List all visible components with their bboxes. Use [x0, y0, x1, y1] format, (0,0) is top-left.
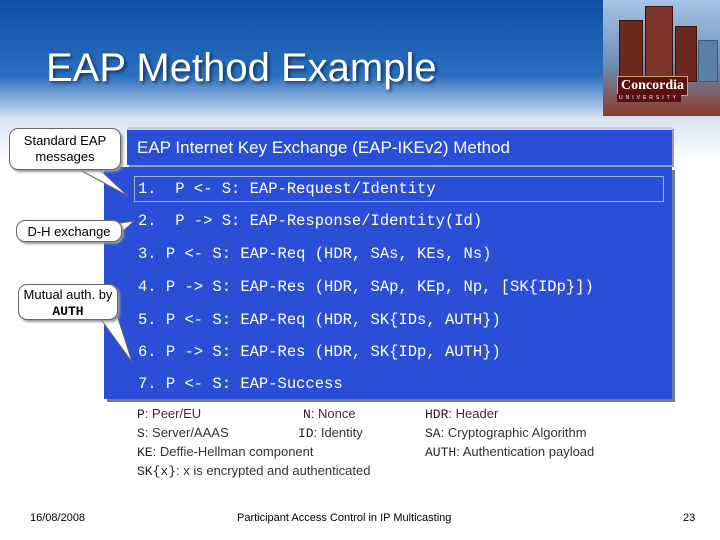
legend-text: : Header [448, 406, 499, 421]
legend-key: ID [298, 426, 314, 441]
step-2: 2. P -> S: EAP-Response/Identity(Id) [138, 212, 483, 230]
page-number: 23 [683, 512, 696, 524]
legend-nonce [303, 406, 356, 422]
legend-text: : Identity [313, 425, 363, 440]
legend-auth [425, 444, 594, 460]
legend-text: : Peer/EU [144, 406, 202, 421]
dh-exchange-callout [16, 220, 122, 242]
step-5: 5. P <- S: EAP-Req (HDR, SK{IDs, AUTH}) [138, 311, 501, 329]
legend-identity [298, 425, 363, 441]
legend-sk [137, 463, 370, 479]
step-3: 3. P <- S: EAP-Req (HDR, SAs, KEs, Ns) [138, 245, 492, 263]
legend-text: : Nonce [310, 406, 356, 421]
footer-date: 16/08/2008 [30, 512, 86, 524]
legend-key: P [137, 407, 145, 422]
logo-subtext: UNIVERSITY [619, 95, 680, 101]
legend-text: : x is encrypted and authenticated [176, 463, 371, 478]
logo-text: Concordia [617, 76, 688, 96]
legend-key: HDR [425, 407, 449, 422]
mutual-callout-tail [100, 318, 132, 362]
step-4: 4. P -> S: EAP-Res (HDR, SAp, KEp, Np, [SK{IDp}]) [138, 278, 594, 296]
legend-key: SA [425, 426, 441, 441]
legend-text: : Authentication payload [456, 444, 595, 459]
step-1: 1. P <- S: EAP-Request/Identity [138, 180, 436, 198]
legend-text: : Deffie-Hellman component [152, 444, 314, 459]
legend-text: : Server/AAAS [144, 425, 229, 440]
legend-key: SK{x} [137, 464, 177, 479]
legend-key: S [137, 426, 145, 441]
standard-eap-callout [9, 128, 121, 170]
method-header-text: EAP Internet Key Exchange (EAP-IKEv2) Method [137, 137, 510, 157]
legend-text: : Cryptographic Algorithm [440, 425, 587, 440]
legend-peer [137, 406, 201, 422]
step-7: 7. P <- S: EAP-Success [138, 375, 343, 393]
standard-eap-callout-text: Standard EAP messages [23, 133, 107, 164]
slide-title: EAP Method Example [46, 46, 437, 90]
legend-header [425, 406, 498, 422]
legend-key: KE [137, 445, 153, 460]
legend-key: N [303, 407, 311, 422]
footer-title: Participant Access Control in IP Multicasting [237, 512, 452, 524]
legend-key: AUTH [425, 445, 457, 460]
mutual-auth-callout-text: Mutual auth. by [23, 287, 113, 302]
step-6: 6. P -> S: EAP-Res (HDR, SK{IDp, AUTH}) [138, 343, 501, 361]
legend-ke [137, 444, 314, 460]
legend-server [137, 425, 229, 441]
legend-sa [425, 425, 587, 441]
mutual-auth-callout [18, 284, 118, 320]
mutual-auth-callout-mono: AUTH [52, 304, 84, 319]
dh-exchange-callout-text: D-H exchange [27, 224, 111, 239]
standard-callout-tail [80, 170, 128, 196]
